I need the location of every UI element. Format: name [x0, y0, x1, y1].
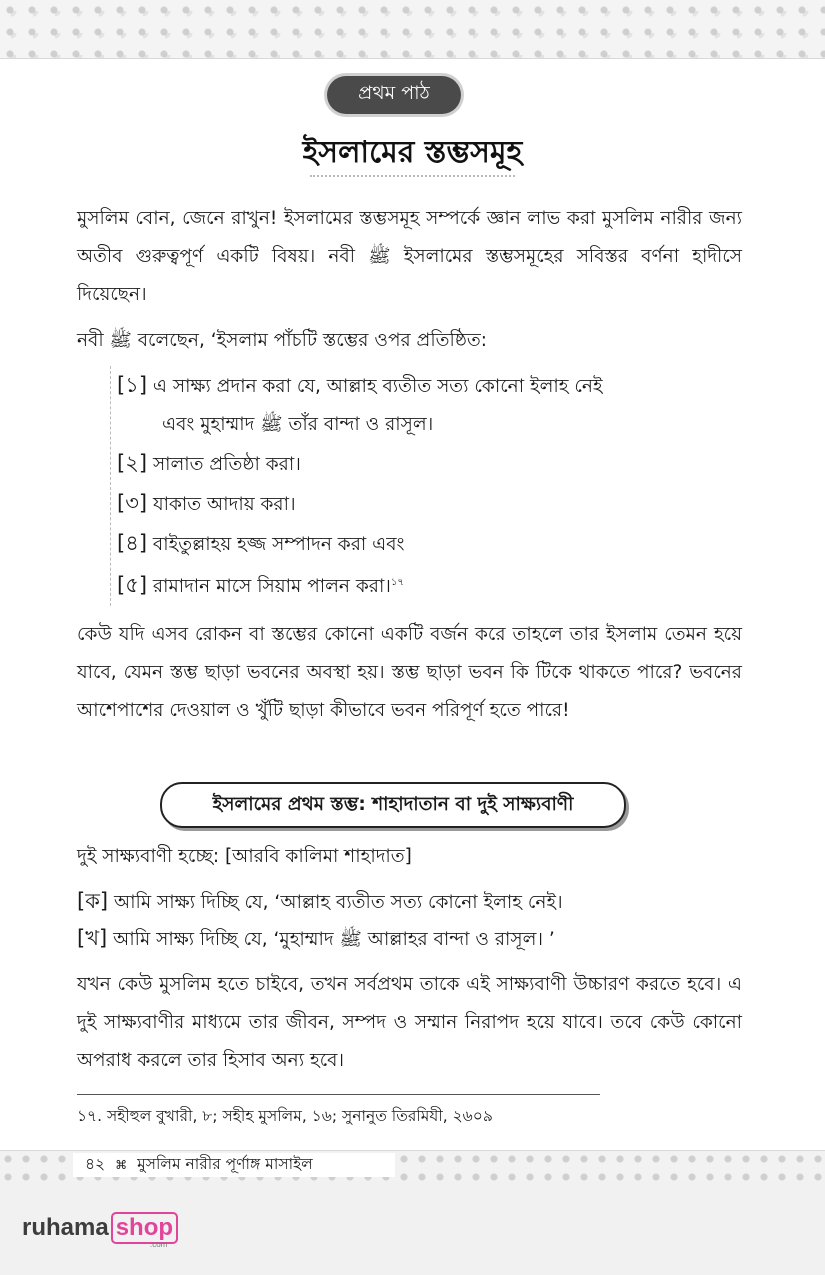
- item-number: [২]: [117, 451, 148, 475]
- chapter-label: প্রথম পাঠ: [327, 76, 461, 114]
- logo-text: ruhama: [22, 1214, 109, 1241]
- page-title: ইসলামের স্তম্ভসমূহ: [302, 135, 523, 170]
- testimony-ka: [77, 883, 742, 921]
- title-divider: [310, 175, 515, 177]
- separator-icon: ⌘: [115, 1158, 128, 1172]
- item-text: সালাত প্রতিষ্ঠা করা।: [152, 454, 301, 475]
- page-footer: [73, 1153, 395, 1177]
- page-number: ৪২: [85, 1155, 106, 1173]
- item-text: বাইতুল্লাহয় হজ্জ সম্পাদন করা এবং: [152, 534, 405, 555]
- list-item: [117, 366, 737, 406]
- footnote: ১৭. সহীহুল বুখারী, ৮; সহীহ মুসলিম, ১৬; সুনানুত তিরমিযী, ২৬০৯: [77, 1107, 493, 1125]
- hadith-intro: নবী ﷺ বলেছেন, ‘ইসলাম পাঁচটি স্তম্ভের ওপর প্রতিষ্ঠিত:: [77, 330, 487, 351]
- item-text: রামাদান মাসে সিয়াম পালন করা।: [152, 576, 391, 598]
- footnote-divider: [77, 1094, 600, 1095]
- testimony-label: [খ]: [77, 926, 108, 950]
- testimony-intro: দুই সাক্ষ্যবাণী হচ্ছে: [আরবি কালিমা শাহাদাত]: [77, 846, 412, 867]
- list-item: [117, 564, 737, 606]
- testimony-label: [ক]: [77, 889, 109, 913]
- logo-domain: .com: [150, 1240, 168, 1249]
- list-item-continuation: [117, 406, 737, 444]
- section-heading: ইসলামের প্রথম স্তম্ভ: শাহাদাতান বা দুই সাক্ষ্যবাণী: [160, 782, 626, 828]
- item-text: যাকাত আদায় করা।: [152, 494, 296, 515]
- testimony-text: আমি সাক্ষ্য দিচ্ছি যে, ‘মুহাম্মাদ ﷺ আল্লাহর বান্দা ও রাসূল। ’: [113, 929, 555, 950]
- list-item: [117, 484, 737, 524]
- decorative-top-border: [0, 0, 825, 59]
- testimony-kha: [77, 920, 742, 958]
- item-number: [৪]: [117, 531, 148, 555]
- list-item: [117, 524, 737, 564]
- item-text: এ সাক্ষ্য প্রদান করা যে, আল্লাহ ব্যতীত সত্য কোনো ইলাহ নেই: [152, 376, 603, 397]
- testimony-text: আমি সাক্ষ্য দিচ্ছি যে, ‘আল্লাহ ব্যতীত সত্য কোনো ইলাহ নেই।: [113, 892, 563, 913]
- item-number: [৫]: [117, 573, 148, 598]
- item-number: [৩]: [117, 491, 148, 515]
- logo-text-accent: shop: [111, 1212, 178, 1244]
- intro-paragraph: মুসলিম বোন, জেনে রাখুন! ইসলামের স্তম্ভসমূহ সম্পর্কে জ্ঞান লাভ করা মুসলিম নারীর জন্য অতীব গুরুত্বপূর্ণ একটি বিষয়। নবী ﷺ ইসলামের স্তম্ভসমূহের সবিস্তর বর্ণনা হাদীসে দিয়েছেন।: [77, 208, 742, 305]
- explanation-paragraph: কেউ যদি এসব রোকন বা স্তম্ভের কোনো একটি বর্জন করে তাহলে তার ইসলাম তেমন হয়ে যাবে, যেমন স্তম্ভ ছাড়া ভবনের অবস্থা হয়। স্তম্ভ ছাড়া ভবন কি টিকে থাকতে পারে? ভবনের আশেপাশের দেওয়াল ও খুঁটি ছাড়া কীভাবে ভবন পরিপূর্ণ হতে পারে!: [77, 624, 742, 721]
- closing-paragraph: যখন কেউ মুসলিম হতে চাইবে, তখন সর্বপ্রথম তাকে এই সাক্ষ্যবাণী উচ্চারণ করতে হবে। এ দুই সাক্ষ্যবাণীর মাধ্যমে তার জীবন, সম্পদ ও সম্মান নিরাপদ হয়ে যাবে। তবে কেউ কোনো অপরাধ করলে তার হিসাব অন্য হবে।: [77, 974, 742, 1071]
- book-title: মুসলিম নারীর পূর্ণাঙ্গ মাসাইল: [137, 1155, 313, 1173]
- item-number: [১]: [117, 373, 148, 397]
- list-item: [117, 444, 737, 484]
- item-text: এবং মুহাম্মাদ ﷺ তাঁর বান্দা ও রাসূল।: [162, 414, 434, 435]
- footnote-ref: ১৭: [390, 577, 404, 588]
- pillars-list: [110, 366, 737, 606]
